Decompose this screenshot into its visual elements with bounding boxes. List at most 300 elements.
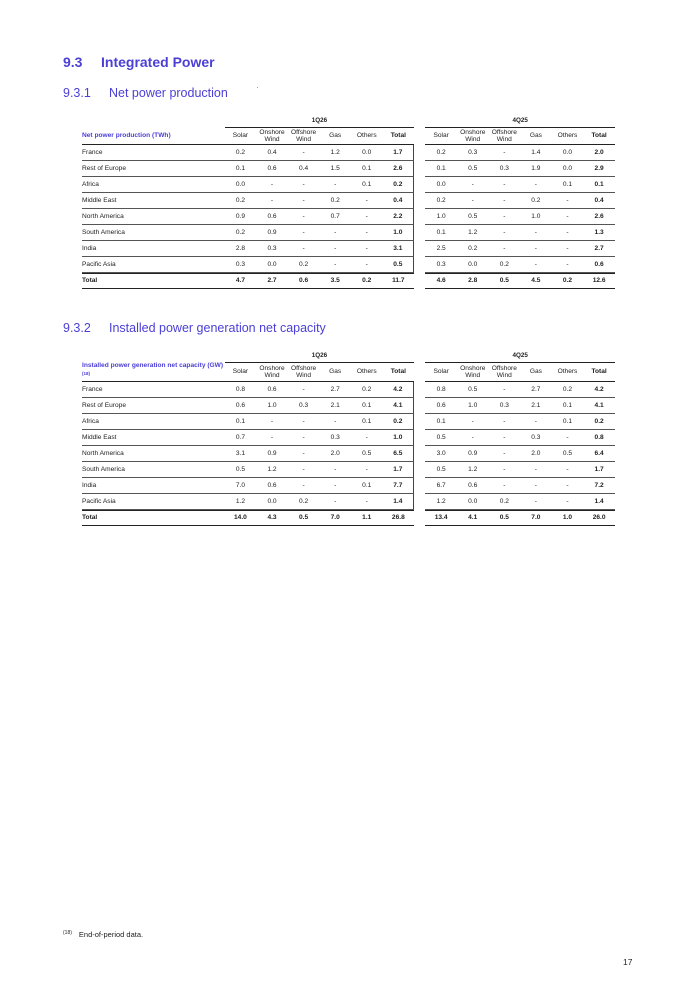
- cell-value: -: [489, 241, 521, 257]
- col-solar: Solar: [225, 127, 257, 145]
- cell-value: -: [351, 193, 383, 209]
- cell-value: 0.7: [225, 430, 257, 446]
- cell-value: 0.2: [351, 273, 383, 289]
- cell-value: 13.4: [425, 510, 457, 526]
- cell-value: -: [256, 414, 288, 430]
- col-gas: Gas: [520, 127, 552, 145]
- col-offshore-wind-text: Offshore Wind: [491, 364, 517, 380]
- row-label: Rest of Europe: [82, 398, 225, 414]
- cell-value: 7.0: [225, 478, 257, 494]
- cell-value: 0.0: [225, 177, 257, 193]
- cell-value: 3.1: [225, 446, 257, 462]
- cell-value: 14.0: [225, 510, 257, 526]
- period-header-row: [82, 349, 615, 362]
- cell-value: 0.5: [425, 462, 457, 478]
- cell-value: 0.5: [351, 446, 383, 462]
- cell-value: 1.9: [520, 161, 552, 177]
- table-row: [82, 257, 615, 273]
- col-solar: Solar: [425, 362, 457, 382]
- cell-value: -: [520, 177, 552, 193]
- cell-value: -: [288, 462, 320, 478]
- cell-value: 0.5: [457, 161, 489, 177]
- cell-value: -: [552, 257, 584, 273]
- cell-value: -: [351, 257, 383, 273]
- column-gap: [414, 430, 425, 446]
- cell-value: 0.5: [489, 273, 521, 289]
- cell-value: 0.4: [288, 161, 320, 177]
- cell-value: -: [288, 430, 320, 446]
- table-row: [82, 478, 615, 494]
- cell-value: 0.3: [288, 398, 320, 414]
- cell-value: 0.1: [225, 414, 257, 430]
- column-gap: [414, 382, 425, 398]
- cell-value: 0.3: [457, 145, 489, 161]
- section-number: 9.3: [63, 54, 83, 70]
- cell-value: -: [552, 193, 584, 209]
- col-offshore-wind: [489, 362, 521, 382]
- cell-value: 0.9: [256, 225, 288, 241]
- cell-value: 11.7: [383, 273, 415, 289]
- total-row: [82, 273, 615, 289]
- cell-value: 4.1: [383, 398, 415, 414]
- cell-value: 1.4: [583, 494, 615, 510]
- row-label: Pacific Asia: [82, 494, 225, 510]
- cell-value: 0.2: [552, 273, 584, 289]
- col-onshore-wind: [256, 362, 288, 382]
- net-power-production-table: [82, 114, 615, 289]
- column-gap: [414, 257, 425, 273]
- cell-value: 0.2: [383, 177, 415, 193]
- cell-value: 0.0: [552, 161, 584, 177]
- cell-value: 2.8: [457, 273, 489, 289]
- cell-value: 0.0: [256, 494, 288, 510]
- col-gas: Gas: [520, 362, 552, 382]
- cell-value: 26.0: [583, 510, 615, 526]
- column-gap: [414, 494, 425, 510]
- cell-value: 2.0: [520, 446, 552, 462]
- cell-value: 1.4: [520, 145, 552, 161]
- cell-value: -: [288, 193, 320, 209]
- col-offshore-wind-text: Offshore Wind: [291, 128, 317, 143]
- cell-value: 0.1: [351, 478, 383, 494]
- cell-value: 2.2: [383, 209, 415, 225]
- row-label: Total: [82, 510, 225, 526]
- cell-value: -: [288, 225, 320, 241]
- cell-value: -: [351, 241, 383, 257]
- cell-value: 0.3: [489, 161, 521, 177]
- cell-value: 7.0: [319, 510, 351, 526]
- cell-value: 2.9: [583, 161, 615, 177]
- col-offshore-wind-text: Offshore Wind: [291, 364, 317, 380]
- cell-value: 1.4: [383, 494, 415, 510]
- col-gas: Gas: [319, 362, 351, 382]
- cell-value: 0.8: [583, 430, 615, 446]
- cell-value: 4.2: [583, 382, 615, 398]
- cell-value: 0.2: [425, 145, 457, 161]
- cell-value: -: [288, 241, 320, 257]
- table-row: [82, 430, 615, 446]
- cell-value: -: [288, 209, 320, 225]
- cell-value: 1.2: [457, 462, 489, 478]
- cell-value: 0.0: [552, 145, 584, 161]
- cell-value: 4.7: [225, 273, 257, 289]
- cell-value: 0.1: [552, 177, 584, 193]
- col-onshore-wind-text: Onshore Wind: [259, 364, 285, 380]
- cell-value: -: [552, 225, 584, 241]
- table-row: [82, 494, 615, 510]
- row-label: North America: [82, 446, 225, 462]
- cell-value: -: [351, 430, 383, 446]
- cell-value: 0.6: [583, 257, 615, 273]
- row-label: Africa: [82, 414, 225, 430]
- column-gap: [414, 241, 425, 257]
- table-row: [82, 446, 615, 462]
- cell-value: 2.5: [425, 241, 457, 257]
- table-row: [82, 462, 615, 478]
- cell-value: 6.4: [583, 446, 615, 462]
- cell-value: 0.4: [256, 145, 288, 161]
- cell-value: 0.6: [457, 478, 489, 494]
- cell-value: 1.2: [457, 225, 489, 241]
- cell-value: 2.6: [383, 161, 415, 177]
- row-label: India: [82, 241, 225, 257]
- row-label: North America: [82, 209, 225, 225]
- column-gap: [414, 177, 425, 193]
- cell-value: 4.5: [520, 273, 552, 289]
- cell-value: 0.2: [520, 193, 552, 209]
- cell-value: 0.1: [552, 414, 584, 430]
- cell-value: 0.6: [256, 382, 288, 398]
- cell-value: -: [489, 145, 521, 161]
- col-onshore-wind: [457, 127, 489, 145]
- cell-value: 1.2: [319, 145, 351, 161]
- table-row: [82, 225, 615, 241]
- cell-value: -: [520, 257, 552, 273]
- cell-value: 1.0: [383, 225, 415, 241]
- table-row: [82, 193, 615, 209]
- cell-value: -: [319, 241, 351, 257]
- period-left: 1Q26: [311, 117, 328, 124]
- cell-value: 0.5: [288, 510, 320, 526]
- cell-value: 2.1: [520, 398, 552, 414]
- cell-value: -: [319, 494, 351, 510]
- cell-value: 1.0: [457, 398, 489, 414]
- cell-value: 2.0: [583, 145, 615, 161]
- cell-value: 0.8: [425, 382, 457, 398]
- cell-value: 6.5: [383, 446, 415, 462]
- column-gap: [414, 161, 425, 177]
- cell-value: -: [319, 478, 351, 494]
- col-onshore-wind: [256, 127, 288, 145]
- period-right: 4Q25: [512, 117, 528, 124]
- cell-value: -: [552, 241, 584, 257]
- col-total: Total: [383, 362, 415, 382]
- col-onshore-wind: [457, 362, 489, 382]
- section-heading: [63, 54, 215, 70]
- cell-value: -: [489, 446, 521, 462]
- column-gap: [414, 273, 425, 289]
- row-label: Middle East: [82, 430, 225, 446]
- cell-value: 0.1: [351, 398, 383, 414]
- section-title: Integrated Power: [101, 54, 215, 70]
- cell-value: -: [520, 462, 552, 478]
- table-row: [82, 145, 615, 161]
- cell-value: 0.5: [457, 209, 489, 225]
- cell-value: -: [489, 478, 521, 494]
- cell-value: 2.6: [583, 209, 615, 225]
- col-onshore-wind-text: Onshore Wind: [460, 364, 486, 380]
- cell-value: 3.0: [425, 446, 457, 462]
- table-label: [82, 362, 225, 382]
- cell-value: 0.1: [425, 414, 457, 430]
- cell-value: 0.7: [319, 209, 351, 225]
- cell-value: 0.6: [425, 398, 457, 414]
- cell-value: 3.5: [319, 273, 351, 289]
- cell-value: 0.2: [552, 382, 584, 398]
- cell-value: -: [288, 446, 320, 462]
- cell-value: 0.6: [256, 161, 288, 177]
- column-gap: [414, 510, 425, 526]
- col-solar: Solar: [225, 362, 257, 382]
- cell-value: 26.8: [383, 510, 415, 526]
- column-header-row: [82, 127, 615, 145]
- cell-value: -: [552, 430, 584, 446]
- cell-value: 1.7: [383, 462, 415, 478]
- subsection-heading-2: [63, 321, 326, 335]
- cell-value: 0.2: [351, 382, 383, 398]
- cell-value: 0.5: [489, 510, 521, 526]
- cell-value: 0.1: [583, 177, 615, 193]
- cell-value: -: [351, 225, 383, 241]
- row-label: Total: [82, 273, 225, 289]
- cell-value: 0.2: [319, 193, 351, 209]
- cell-value: 4.1: [457, 510, 489, 526]
- cell-value: 0.0: [425, 177, 457, 193]
- cell-value: 0.9: [457, 446, 489, 462]
- col-offshore-wind: [489, 127, 521, 145]
- cell-value: -: [520, 478, 552, 494]
- column-gap: [414, 478, 425, 494]
- cell-value: 1.1: [351, 510, 383, 526]
- cell-value: -: [288, 177, 320, 193]
- cell-value: -: [319, 225, 351, 241]
- cell-value: -: [457, 193, 489, 209]
- column-gap: [414, 225, 425, 241]
- row-label: France: [82, 382, 225, 398]
- cell-value: -: [351, 494, 383, 510]
- cell-value: 0.9: [225, 209, 257, 225]
- col-solar: Solar: [425, 127, 457, 145]
- period-right: 4Q25: [512, 352, 528, 359]
- table-label-text: Installed power generation net capacity (GW): [82, 362, 224, 369]
- cell-value: 2.8: [225, 241, 257, 257]
- row-label: France: [82, 145, 225, 161]
- cell-value: 0.6: [288, 273, 320, 289]
- row-label: Middle East: [82, 193, 225, 209]
- row-label: Pacific Asia: [82, 257, 225, 273]
- cell-value: -: [256, 193, 288, 209]
- stray-dot: [257, 87, 258, 88]
- cell-value: -: [489, 382, 521, 398]
- cell-value: 1.2: [425, 494, 457, 510]
- subsection-heading-1: [63, 86, 228, 100]
- cell-value: 0.3: [256, 241, 288, 257]
- footnote-ref: (18): [82, 371, 91, 376]
- total-row: [82, 510, 615, 526]
- cell-value: 12.6: [583, 273, 615, 289]
- cell-value: 1.7: [583, 462, 615, 478]
- cell-value: -: [319, 414, 351, 430]
- cell-value: 0.8: [225, 382, 257, 398]
- cell-value: 0.2: [225, 145, 257, 161]
- period-left: 1Q26: [311, 352, 328, 359]
- cell-value: 1.0: [425, 209, 457, 225]
- cell-value: 1.0: [383, 430, 415, 446]
- cell-value: 0.1: [425, 225, 457, 241]
- table-label: Net power production (TWh): [82, 127, 225, 145]
- cell-value: 1.5: [319, 161, 351, 177]
- cell-value: -: [457, 414, 489, 430]
- cell-value: 0.3: [425, 257, 457, 273]
- cell-value: 0.5: [425, 430, 457, 446]
- cell-value: 3.1: [383, 241, 415, 257]
- cell-value: -: [256, 177, 288, 193]
- cell-value: 0.2: [425, 193, 457, 209]
- col-others: Others: [552, 127, 584, 145]
- col-offshore-wind: [288, 362, 320, 382]
- cell-value: 7.2: [583, 478, 615, 494]
- cell-value: 4.2: [383, 382, 415, 398]
- cell-value: 1.2: [256, 462, 288, 478]
- cell-value: -: [288, 414, 320, 430]
- col-total: Total: [583, 362, 615, 382]
- table-row: [82, 177, 615, 193]
- column-gap: [414, 145, 425, 161]
- cell-value: 2.1: [319, 398, 351, 414]
- subsection-title-2: Installed power generation net capacity: [109, 321, 326, 335]
- cell-value: 0.6: [225, 398, 257, 414]
- cell-value: -: [288, 382, 320, 398]
- cell-value: 2.7: [319, 382, 351, 398]
- footnote-marker: (18): [63, 930, 72, 936]
- cell-value: 0.6: [256, 478, 288, 494]
- table-row: [82, 382, 615, 398]
- cell-value: 2.7: [520, 382, 552, 398]
- cell-value: -: [288, 478, 320, 494]
- cell-value: 0.4: [383, 193, 415, 209]
- cell-value: 0.1: [225, 161, 257, 177]
- cell-value: 0.0: [351, 145, 383, 161]
- cell-value: 0.0: [457, 494, 489, 510]
- cell-value: 0.5: [383, 257, 415, 273]
- column-gap: [414, 193, 425, 209]
- cell-value: -: [552, 209, 584, 225]
- column-gap: [414, 209, 425, 225]
- cell-value: -: [489, 209, 521, 225]
- cell-value: -: [319, 177, 351, 193]
- cell-value: 0.3: [520, 430, 552, 446]
- row-label: Africa: [82, 177, 225, 193]
- cell-value: -: [520, 241, 552, 257]
- cell-value: -: [351, 209, 383, 225]
- cell-value: 0.2: [225, 225, 257, 241]
- cell-value: 4.3: [256, 510, 288, 526]
- cell-value: 0.5: [225, 462, 257, 478]
- cell-value: 0.2: [288, 257, 320, 273]
- cell-value: 0.2: [583, 414, 615, 430]
- cell-value: 2.7: [256, 273, 288, 289]
- footnote: [63, 930, 143, 939]
- cell-value: 0.1: [351, 177, 383, 193]
- table-row: [82, 414, 615, 430]
- cell-value: 0.2: [489, 257, 521, 273]
- col-total: Total: [383, 127, 415, 145]
- cell-value: 0.2: [288, 494, 320, 510]
- cell-value: 0.2: [457, 241, 489, 257]
- cell-value: -: [457, 430, 489, 446]
- cell-value: -: [351, 462, 383, 478]
- cell-value: 0.5: [552, 446, 584, 462]
- cell-value: 1.0: [256, 398, 288, 414]
- row-label: South America: [82, 225, 225, 241]
- column-gap: [414, 398, 425, 414]
- column-gap: [414, 446, 425, 462]
- period-header-row: [82, 114, 615, 127]
- col-offshore-wind-text: Offshore Wind: [491, 128, 517, 143]
- row-label: India: [82, 478, 225, 494]
- cell-value: -: [319, 257, 351, 273]
- cell-value: -: [552, 478, 584, 494]
- column-gap: [414, 462, 425, 478]
- cell-value: 0.1: [351, 414, 383, 430]
- cell-value: 7.7: [383, 478, 415, 494]
- cell-value: 1.7: [383, 145, 415, 161]
- table-row: [82, 241, 615, 257]
- table-row: [82, 161, 615, 177]
- cell-value: 0.6: [256, 209, 288, 225]
- cell-value: 0.4: [583, 193, 615, 209]
- installed-capacity-table: [82, 349, 615, 526]
- cell-value: -: [457, 177, 489, 193]
- cell-value: -: [319, 462, 351, 478]
- cell-value: 0.3: [225, 257, 257, 273]
- footnote-text: End-of-period data.: [78, 930, 144, 939]
- cell-value: -: [489, 430, 521, 446]
- column-gap: [414, 414, 425, 430]
- cell-value: 0.3: [319, 430, 351, 446]
- page-number: 17: [623, 957, 633, 967]
- cell-value: 0.1: [552, 398, 584, 414]
- cell-value: 2.0: [319, 446, 351, 462]
- cell-value: 0.9: [256, 446, 288, 462]
- col-onshore-wind-text: Onshore Wind: [460, 128, 486, 143]
- cell-value: -: [489, 193, 521, 209]
- cell-value: 7.0: [520, 510, 552, 526]
- subsection-number-1: 9.3.1: [63, 86, 91, 100]
- subsection-number-2: 9.3.2: [63, 321, 91, 335]
- cell-value: 1.2: [225, 494, 257, 510]
- col-others: Others: [351, 127, 383, 145]
- cell-value: 4.6: [425, 273, 457, 289]
- table-row: [82, 398, 615, 414]
- cell-value: 0.1: [351, 161, 383, 177]
- cell-value: 1.0: [552, 510, 584, 526]
- cell-value: 4.1: [583, 398, 615, 414]
- cell-value: -: [520, 414, 552, 430]
- cell-value: -: [552, 462, 584, 478]
- subsection-title-1: Net power production: [109, 86, 228, 100]
- cell-value: 0.5: [457, 382, 489, 398]
